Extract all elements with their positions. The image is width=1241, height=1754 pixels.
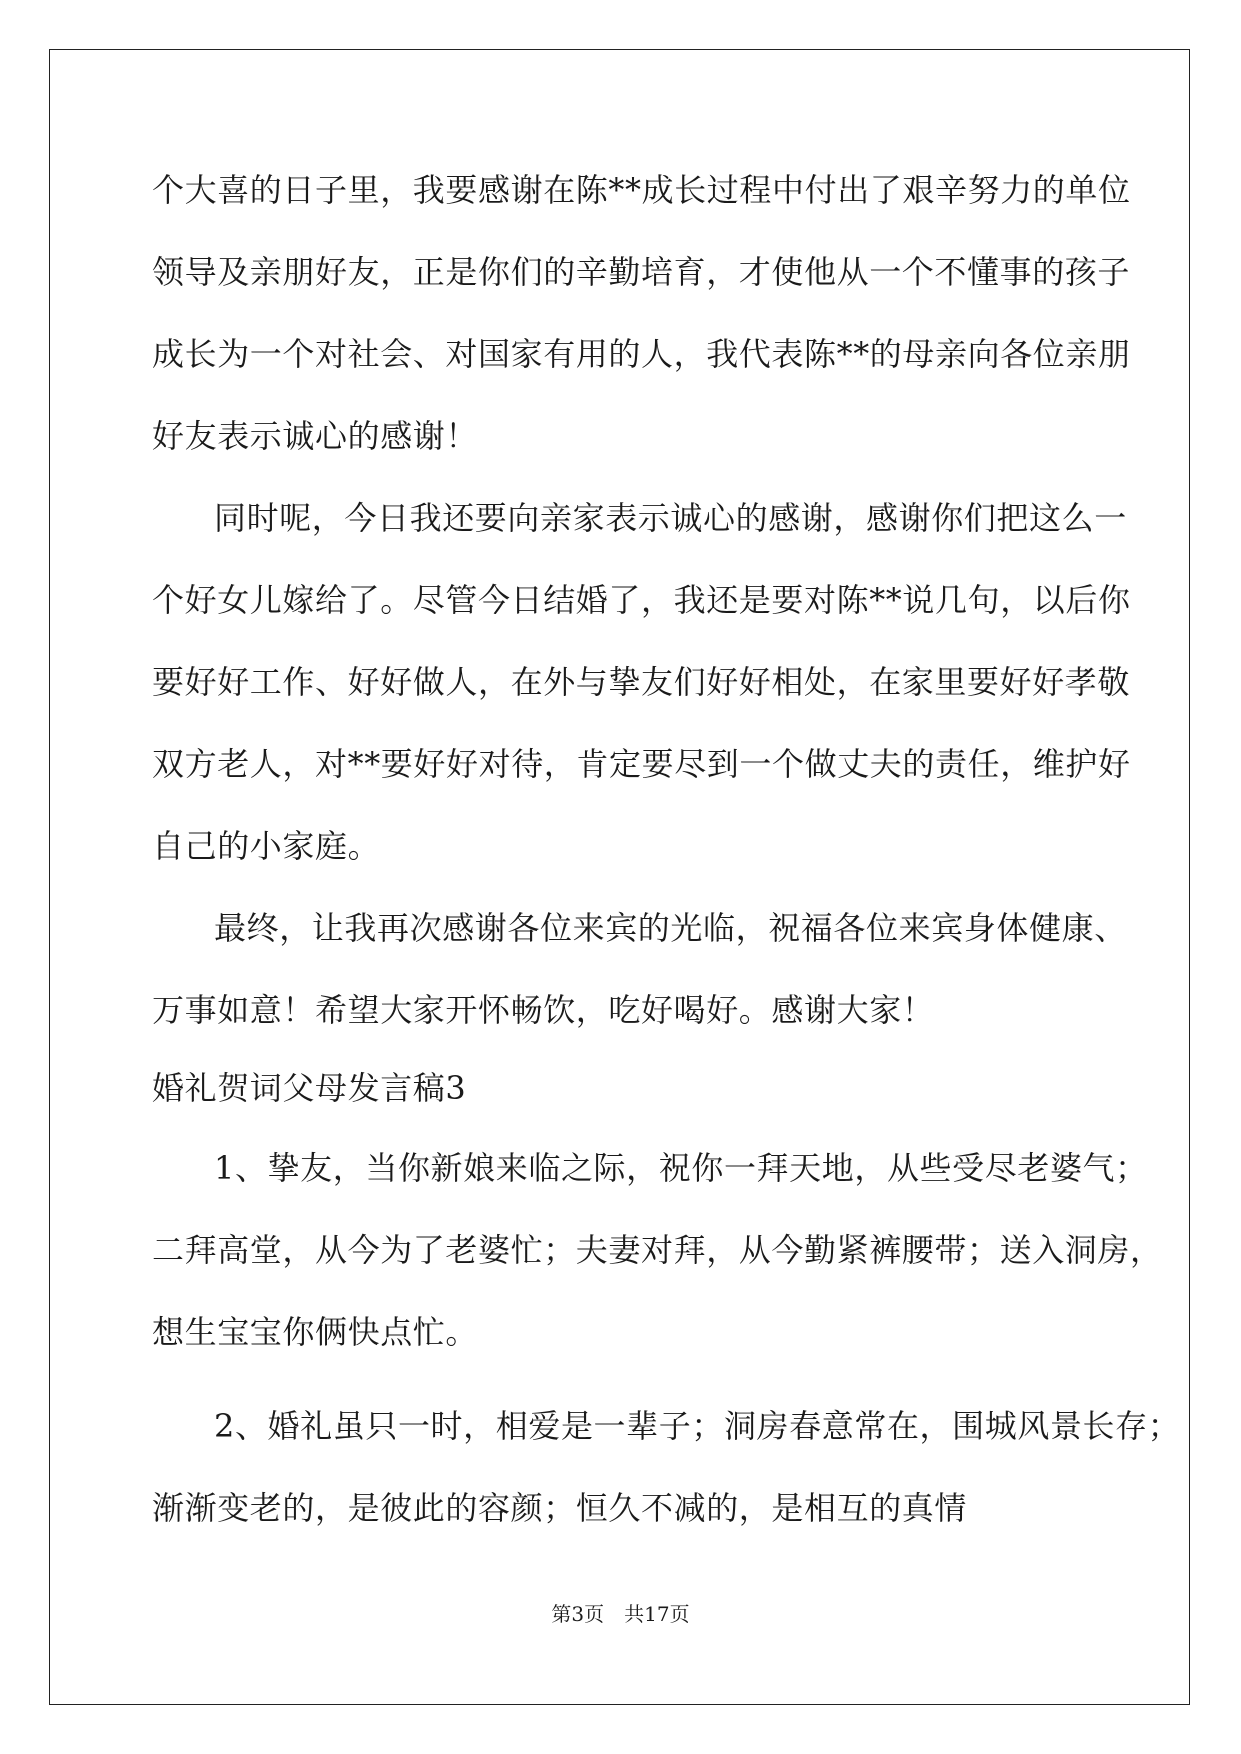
text-line-9: 自己的小家庭。: [152, 827, 381, 865]
text-line-7: 要好好工作、好好做人，在外与挚友们好好相处，在家里要好好孝敬: [152, 663, 1131, 701]
section-heading: 婚礼贺词父母发言稿3: [152, 1069, 467, 1107]
text-line-10: 最终，让我再次感谢各位来宾的光临，祝福各位来宾身体健康、: [214, 909, 1127, 947]
text-line-13: 1、挚友，当你新娘来临之际，祝你一拜天地，从些受尽老婆气；: [214, 1149, 1148, 1187]
text-line-2: 领导及亲朋好友，正是你们的辛勤培育，才使他从一个不懂事的孩子: [152, 253, 1131, 291]
text-line-5: 同时呢，今日我还要向亲家表示诚心的感谢，感谢你们把这么一: [214, 499, 1127, 537]
text-line-17: 渐渐变老的，是彼此的容颜；恒久不减的，是相互的真情: [152, 1489, 968, 1527]
text-line-14: 二拜高堂，从今为了老婆忙；夫妻对拜，从今勤紧裤腰带；送入洞房，: [152, 1231, 1163, 1269]
text-line-11: 万事如意！希望大家开怀畅饮，吃好喝好。感谢大家！: [152, 991, 935, 1029]
text-line-6: 个好女儿嫁给了。尽管今日结婚了，我还是要对陈**说几句，以后你: [152, 581, 1131, 619]
page-border: [49, 49, 1190, 1705]
text-line-1: 个大喜的日子里，我要感谢在陈**成长过程中付出了艰辛努力的单位: [152, 171, 1131, 209]
text-line-3: 成长为一个对社会、对国家有用的人，我代表陈**的母亲向各位亲朋: [152, 335, 1131, 373]
text-line-4: 好友表示诚心的感谢！: [152, 417, 479, 455]
text-line-8: 双方老人，对**要好好对待，肯定要尽到一个做丈夫的责任，维护好: [152, 745, 1131, 783]
page-number-footer: 第3页 共17页: [551, 1602, 690, 1626]
text-line-15: 想生宝宝你俩快点忙。: [152, 1313, 479, 1351]
text-line-16: 2、婚礼虽只一时，相爱是一辈子；洞房春意常在，围城风景长存；: [214, 1407, 1181, 1445]
